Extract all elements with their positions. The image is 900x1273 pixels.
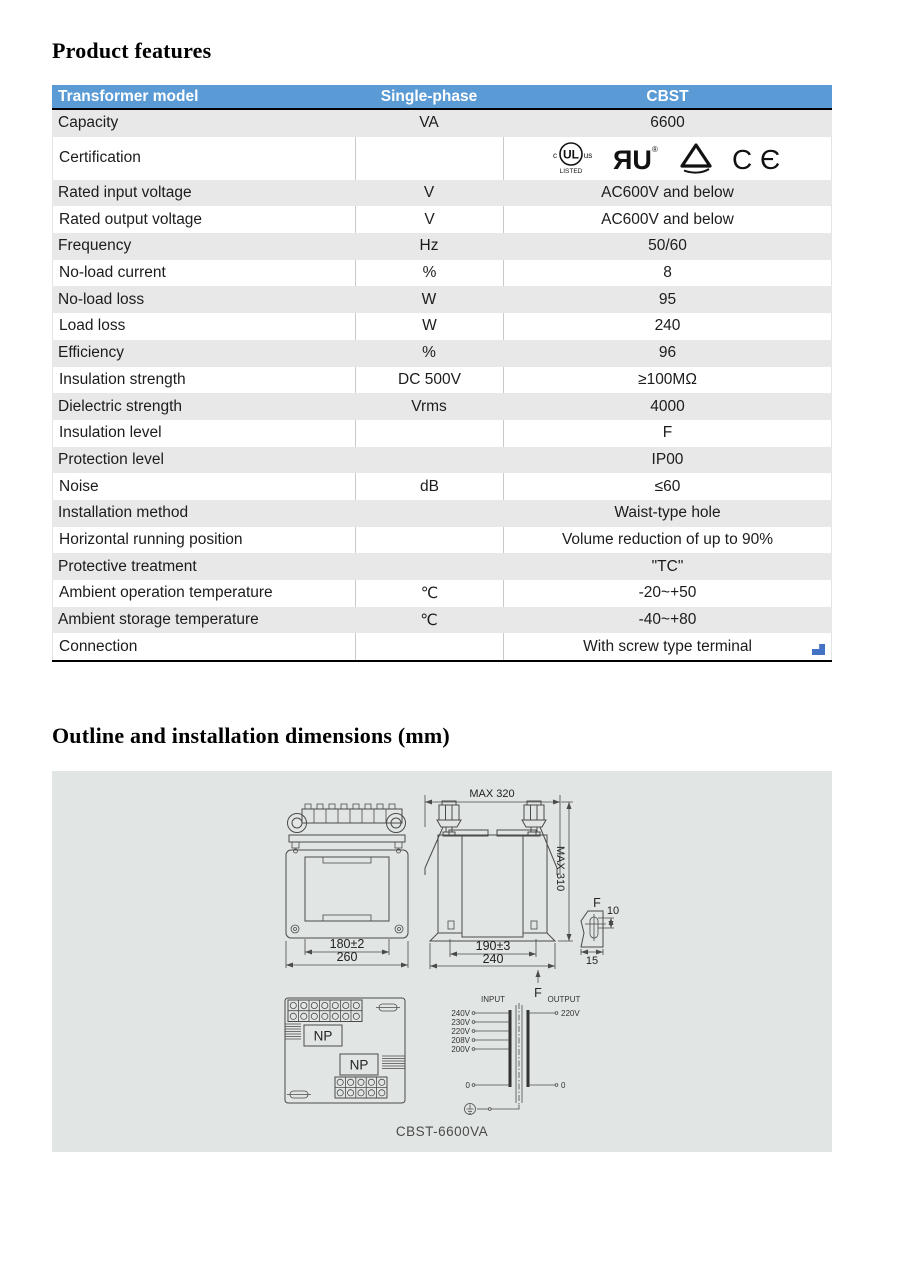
spec-unit: VA <box>355 110 503 137</box>
table-row <box>52 110 832 137</box>
spec-unit: dB <box>355 473 503 500</box>
spec-value: 8 <box>503 260 832 287</box>
spec-value: F <box>503 420 832 447</box>
spec-name: Rated output voltage <box>52 206 355 233</box>
spec-unit <box>355 633 503 660</box>
spec-name: Noise <box>52 473 355 500</box>
tap-208v-label: 208V <box>451 1036 470 1045</box>
ce-mark-icon <box>732 142 788 174</box>
input-zero-label: 0 <box>465 1081 470 1090</box>
spec-value: 6600 <box>503 110 832 137</box>
spec-name: Ambient operation temperature <box>52 580 355 607</box>
table-row <box>52 473 832 500</box>
dim-max-310-label: MAX 310 <box>554 846 566 892</box>
header-cbst: CBST <box>503 85 832 110</box>
spec-unit: ℃ <box>355 580 503 607</box>
table-row <box>52 313 832 340</box>
table-row <box>52 633 832 660</box>
schematic-f-label: F <box>534 986 542 1000</box>
svg-text:us: us <box>583 151 592 161</box>
dim-180-label: 180±2 <box>329 937 365 951</box>
dim-240-label: 240 <box>482 952 504 966</box>
section-title-product-features: Product features <box>52 38 212 63</box>
spec-value: ≥100MΩ <box>503 367 832 394</box>
table-row <box>52 527 832 554</box>
certification-icons-cell <box>503 137 832 180</box>
spec-value: 50/60 <box>503 233 832 260</box>
spec-unit: ℃ <box>355 607 503 634</box>
spec-name: Horizontal running position <box>52 527 355 554</box>
header-transformer-model: Transformer model <box>52 85 355 110</box>
table-row <box>52 286 832 313</box>
triangle-certification-icon <box>677 141 715 175</box>
table-row <box>52 447 832 474</box>
table-row <box>52 553 832 580</box>
output-label: OUTPUT <box>547 995 581 1004</box>
svg-text:c: c <box>552 151 557 161</box>
spec-unit: Vrms <box>355 393 503 420</box>
tap-230v-label: 230V <box>451 1018 470 1027</box>
table-row <box>52 260 832 287</box>
spec-name: No-load loss <box>52 286 355 313</box>
svg-text:Є: Є <box>759 144 780 175</box>
spec-value: AC600V and below <box>503 206 832 233</box>
spec-unit <box>355 137 503 180</box>
spec-name: No-load current <box>52 260 355 287</box>
spec-unit: V <box>355 180 503 207</box>
tap-200v-label: 200V <box>451 1045 470 1054</box>
header-single-phase: Single-phase <box>355 85 503 110</box>
slot-detail-f-label: F <box>593 896 601 910</box>
spec-name: Certification <box>52 137 355 180</box>
ul-recognized-icon <box>612 141 660 175</box>
spec-name: Protection level <box>52 447 355 474</box>
top-view-np1-label: NP <box>313 1028 333 1044</box>
svg-text:LISTED: LISTED <box>559 168 582 176</box>
spec-value: AC600V and below <box>503 180 832 207</box>
spec-name: Insulation level <box>52 420 355 447</box>
spec-name: Connection <box>52 633 355 660</box>
spec-name: Rated input voltage <box>52 180 355 207</box>
spec-unit: Hz <box>355 233 503 260</box>
table-row <box>52 393 832 420</box>
culus-listed-icon <box>548 140 595 176</box>
slot-dim-10-label: 10 <box>606 905 620 917</box>
spec-value: Volume reduction of up to 90% <box>503 527 832 554</box>
top-view-np2-label: NP <box>349 1057 369 1073</box>
spec-unit <box>355 420 503 447</box>
spec-name: Ambient storage temperature <box>52 607 355 634</box>
slot-dim-15-label: 15 <box>585 955 599 967</box>
spec-unit: % <box>355 260 503 287</box>
spec-unit: DC 500V <box>355 367 503 394</box>
table-row <box>52 340 832 367</box>
spec-unit <box>355 527 503 554</box>
table-row <box>52 607 832 634</box>
spec-value: ≤60 <box>503 473 832 500</box>
tap-220v-label: 220V <box>451 1027 470 1036</box>
input-label: INPUT <box>481 995 505 1004</box>
table-row <box>52 233 832 260</box>
spec-value: 96 <box>503 340 832 367</box>
spec-name: Frequency <box>52 233 355 260</box>
spec-value: 240 <box>503 313 832 340</box>
tap-240v-label: 240V <box>451 1009 470 1018</box>
table-row-certification <box>52 137 832 180</box>
spec-name: Protective treatment <box>52 553 355 580</box>
spec-value: With screw type terminal <box>503 633 832 660</box>
spec-name: Load loss <box>52 313 355 340</box>
section-title-outline-dimensions: Outline and installation dimensions (mm) <box>52 723 450 748</box>
table-row <box>52 206 832 233</box>
table-header-row <box>52 85 832 110</box>
svg-text:®: ® <box>651 145 658 155</box>
spec-name: Efficiency <box>52 340 355 367</box>
spec-value: -40~+80 <box>503 607 832 634</box>
svg-text:ЯU: ЯU <box>612 145 652 176</box>
spec-name: Capacity <box>52 110 355 137</box>
table-row <box>52 367 832 394</box>
spec-value: 4000 <box>503 393 832 420</box>
table-row <box>52 500 832 527</box>
spec-name: Installation method <box>52 500 355 527</box>
outline-dimensions-diagram <box>52 771 832 1152</box>
svg-text:C: C <box>731 144 752 175</box>
spec-name: Insulation strength <box>52 367 355 394</box>
table-row <box>52 580 832 607</box>
diagram-caption: CBST-6600VA <box>395 1124 489 1139</box>
spec-unit: % <box>355 340 503 367</box>
spec-unit <box>355 447 503 474</box>
svg-text:UL: UL <box>562 147 579 162</box>
output-zero-label: 0 <box>561 1081 566 1090</box>
spec-unit <box>355 500 503 527</box>
table-row <box>52 180 832 207</box>
spec-unit <box>355 553 503 580</box>
spec-unit: W <box>355 313 503 340</box>
dim-190-label: 190±3 <box>475 939 511 953</box>
spec-value: Waist-type hole <box>503 500 832 527</box>
dim-max-320-label: MAX 320 <box>469 788 515 800</box>
spec-value: -20~+50 <box>503 580 832 607</box>
spec-table <box>52 85 832 662</box>
spec-value: 95 <box>503 286 832 313</box>
output-220v-label: 220V <box>561 1009 580 1018</box>
spec-value: "TC" <box>503 553 832 580</box>
spec-value: IP00 <box>503 447 832 474</box>
spec-name: Dielectric strength <box>52 393 355 420</box>
spec-unit: W <box>355 286 503 313</box>
table-row <box>52 420 832 447</box>
spec-unit: V <box>355 206 503 233</box>
dim-260-label: 260 <box>336 950 358 964</box>
